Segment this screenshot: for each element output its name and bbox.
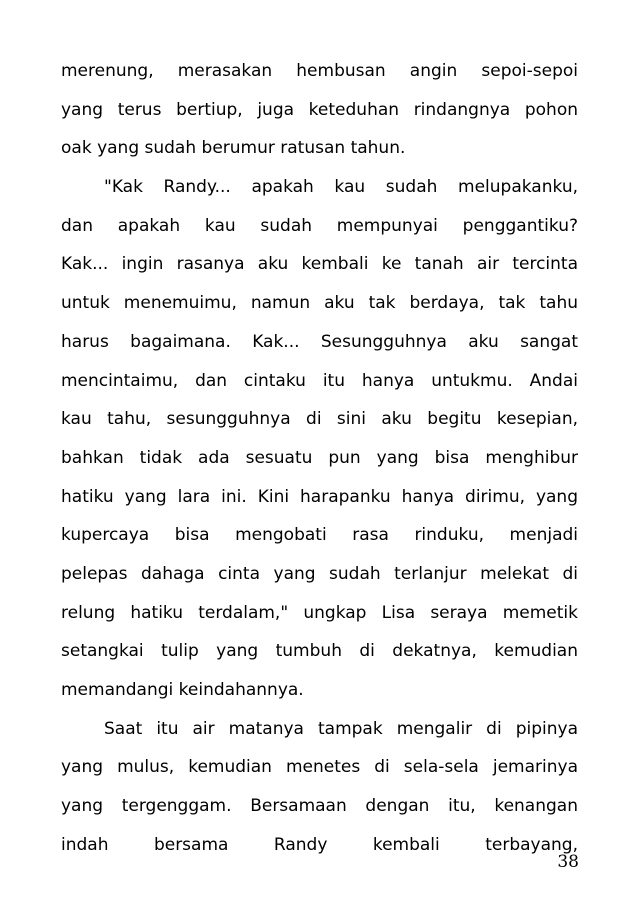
- text-line: relung hatiku terdalam," ungkap Lisa seraya memetik: [61, 602, 578, 623]
- text-line: oak yang sudah berumur ratusan tahun.: [61, 138, 406, 159]
- text-line: yang mulus, kemudian menetes di sela-sela jemarinya: [61, 757, 578, 778]
- text-line: "Kak Randy... apakah kau sudah melupakanku,: [104, 177, 578, 198]
- text-line: memandangi keindahannya.: [61, 680, 304, 700]
- text-line: hatiku yang lara ini. Kini harapanku hanya dirimu, yang: [61, 486, 578, 507]
- text-line: kupercaya bisa mengobati rasa rinduku, menjadi: [61, 525, 578, 546]
- text-line: indah bersama Randy kembali terbayang,: [61, 834, 578, 855]
- page-number: 38: [557, 852, 579, 872]
- text-line: untuk menemuimu, namun aku tak berdaya, tak tahu: [61, 293, 578, 314]
- text-line: yang tergenggam. Bersamaan dengan itu, kenangan: [61, 796, 578, 817]
- text-line: pelepas dahaga cinta yang sudah terlanjur melekat di: [61, 563, 578, 584]
- text-line: mencintaimu, dan cintaku itu hanya untukmu. Andai: [61, 370, 578, 391]
- text-line: Kak... ingin rasanya aku kembali ke tanah air tercinta: [61, 254, 578, 275]
- text-line: dan apakah kau sudah mempunyai penggantiku?: [61, 215, 578, 236]
- text-line: bahkan tidak ada sesuatu pun yang bisa menghibur: [61, 447, 578, 468]
- text-line: Saat itu air matanya tampak mengalir di pipinya: [104, 718, 578, 739]
- text-line: setangkai tulip yang tumbuh di dekatnya, kemudian: [61, 641, 578, 662]
- text-line: yang terus bertiup, juga keteduhan rindangnya pohon: [61, 99, 578, 120]
- text-line: merenung, merasakan hembusan angin sepoi-sepoi: [61, 61, 578, 81]
- text-line: harus bagaimana. Kak... Sesungguhnya aku sangat: [61, 331, 578, 352]
- body-text: [61, 52, 578, 864]
- text-line: kau tahu, sesungguhnya di sini aku begitu kesepian,: [61, 409, 578, 430]
